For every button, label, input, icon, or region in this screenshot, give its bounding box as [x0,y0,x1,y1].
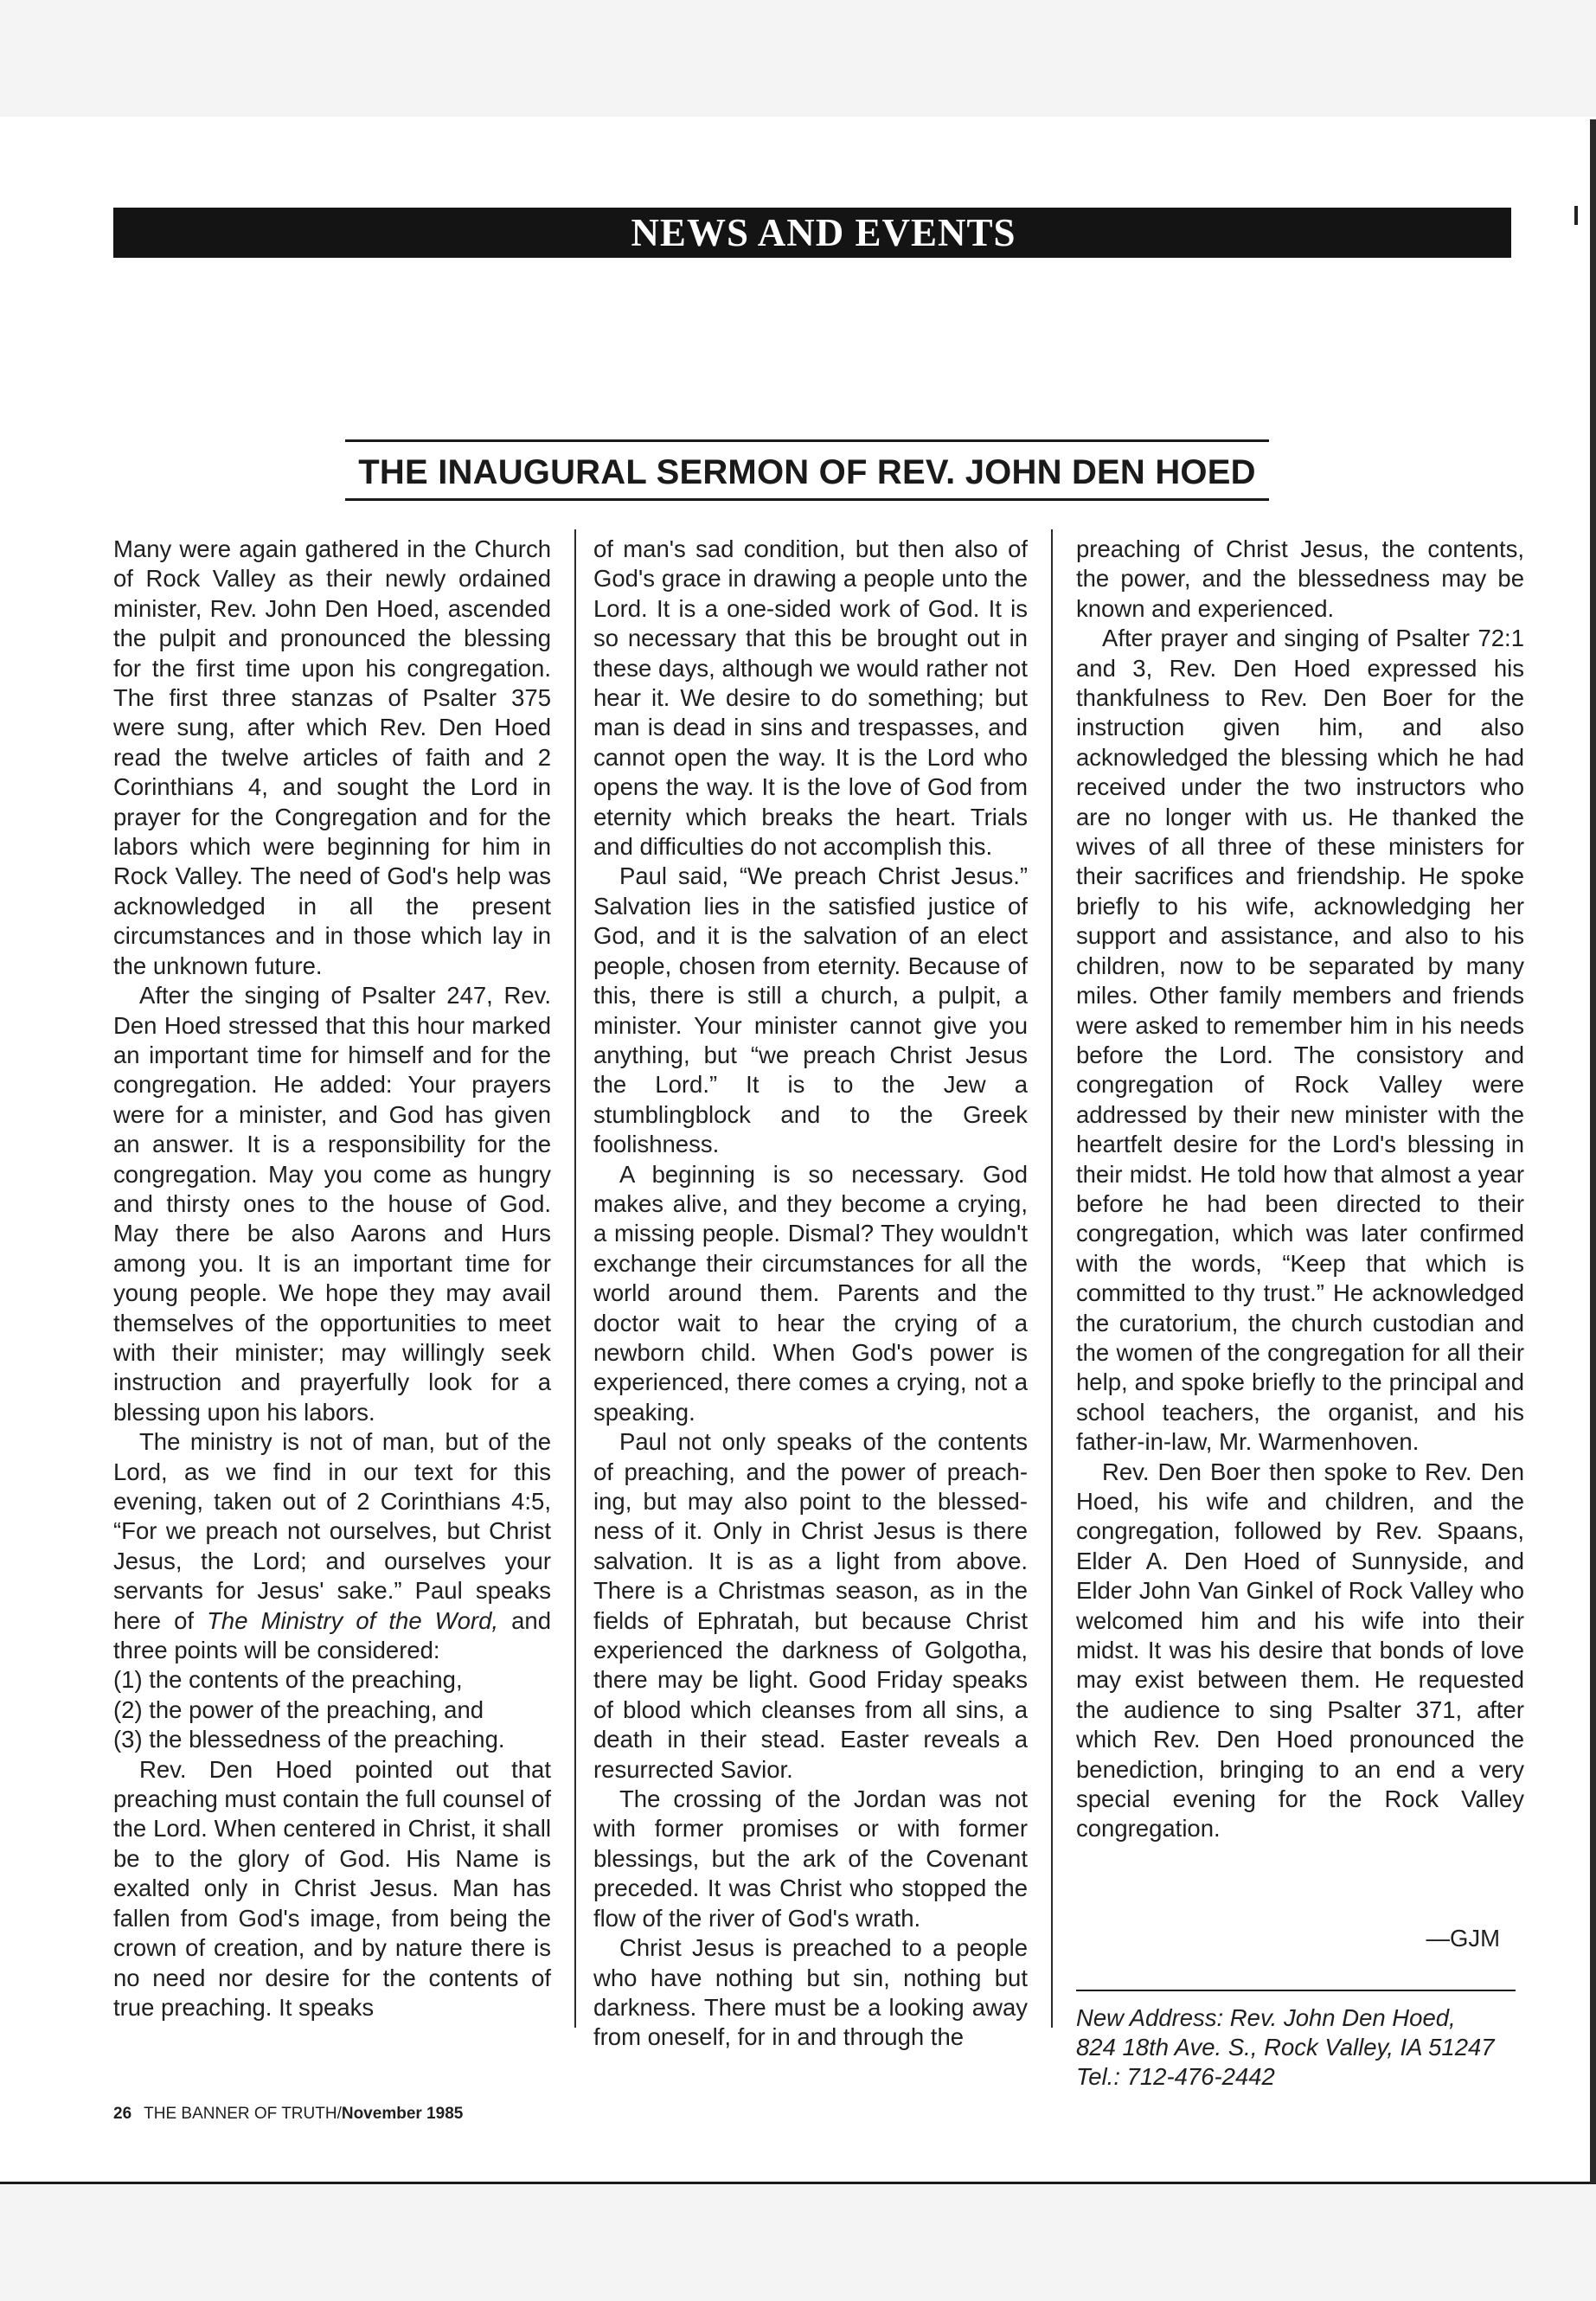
paragraph: Rev. Den Hoed pointed out that preaching must contain the full counsel of the Lord. When centered in Christ, it shall be to the glory of God. His Name is exalted only in Christ Jesus. Man has fallen from God's image, from being the crown of creation, and by nature there is no need nor desire for the contents of true preaching. It speaks [113,1755,551,2021]
sermon-point: (3) the blessedness of the preaching. [113,1726,505,1753]
author-signature: —GJM [1426,1925,1500,1952]
publication-name: THE BANNER OF TRUTH/ [144,2105,342,2123]
headline-rule-top [345,439,1269,442]
address-phone: Tel.: 712-476-2442 [1076,2063,1275,2090]
new-address-block [1076,2003,1535,2092]
sermon-point: (2) the power of the preaching, and [113,1695,484,1723]
edge-mark [1574,206,1578,225]
article-column-1 [113,535,551,2083]
address-line: 824 18th Ave. S., Rock Valley, IA 51247 [1076,2034,1495,2061]
paragraph: preaching of Christ Jesus, the contents, the power, and the blessedness may be known and experienced. [1076,535,1524,622]
paragraph: Rev. Den Boer then spoke to Rev. Den Hoed, his wife and children, and the congregation, followed by Rev. Spaans, Elder A. Den Hoed of Sunnyside, and Elder John Van Ginkel of Rock Valley who welcomed him and his wife into their midst. It was his desire that bonds of love may exist between them. He requested the audience to sing Psalter 371, after which Rev. Den Hoed pronounced the benediction, bringing to an end a very special evening for the Rock Valley congregation. [1076,1458,1524,1843]
headline-rule-bottom [345,498,1269,501]
paragraph: Christ Jesus is preached to a people who have nothing but sin, nothing but darkness. There must be a looking away from oneself, for in and through the [593,1934,1028,2051]
scan-top-margin [0,0,1596,117]
sermon-point: (1) the contents of the preaching, [113,1666,463,1694]
page-footer [113,2104,632,2125]
page-right-edge [1590,119,1596,2183]
section-banner [113,208,1511,258]
column-divider-2 [1051,529,1053,2028]
issue-date: November 1985 [341,2105,464,2123]
page-number: 26 [113,2105,132,2123]
paragraph-text: and three points will be considered: [113,1606,551,1664]
column-divider-1 [574,529,576,2028]
page-bottom-edge [0,2182,1596,2184]
scan-bottom-margin [0,2183,1596,2301]
paragraph-text: The ministry is not of man, but of the Lord, as we find in our text for this evening, taken out of 2 Corinthians 4:5, “For we preach not ourselves, but Christ Jesus, the Lord; and ourselves your servants for Jesus' sake.” Paul speaks here of [113,1428,551,1634]
paragraph: After the singing of Psalter 247, Rev. Den Hoed stressed that this hour marked an important time for himself and for the congregation. He added: Your prayers were for a minister, and God has given an answer. It is a responsibility for the congregation. May you come as hungry and thirsty ones to the house of God. May there be also Aarons and Hurs among you. It is an important time for young people. We hope they may avail themselves of the opportunities to meet with their minister; may willingly seek instruction and prayerfully look for a blessing upon his labors. [113,982,551,1426]
paragraph: Many were again gathered in the Church of Rock Valley as their newly ordained minister, Rev. John Den Hoed, ascended the pulpit and pronounced the blessing for the first time upon his congregation. The first three stanzas of Psalter 375 were sung, after which Rev. Den Hoed read the twelve articles of faith and 2 Corinthians 4, and sought the Lord in prayer for the Congregation and for the labors which were beginning for him in Rock Valley. The need of God's help was acknowledged in all the present circumstances and in those which lay in the unknown future. [113,535,551,979]
paragraph: of man's sad condition, but then also of God's grace in drawing a people unto the Lord. It is a one-sided work of God. It is so necessary that this be brought out in these days, although we would rather not hear it. We desire to do something; but man is dead in sins and trespasses, and cannot open the way. It is the Lord who opens the way. It is the love of God from eternity which breaks the heart. Trials and difficulties do not accomplish this. [593,535,1028,861]
article-headline: THE INAUGURAL SERMON OF REV. JOHN DEN HOED [358,453,1256,491]
book-title: The Ministry of the Word, [207,1606,499,1634]
paragraph: A beginning is so necessary. God makes alive, and they become a crying, a missing people. Dismal? They wouldn't exchange their circumstances for all the world around them. Parents and the doctor wait to hear the crying of a newborn child. When God's power is experienced, there comes a crying, not a speaking. [593,1160,1028,1426]
paragraph: Paul said, “We preach Christ Jesus.” Salvation lies in the satisfied justice of God, and it is the salvation of an elect people, chosen from eternity. Because of this, there is still a church, a pulpit, a minister. Your minister cannot give you anything, but “we preach Christ Jesus the Lord.” It is to the Jew a stumblingblock and to the Greek foolishness. [593,862,1028,1158]
paragraph: The crossing of the Jordan was not with former promises or with former blessings, but the ark of the Covenant preceded. It was Christ who stopped the flow of the river of God's wrath. [593,1785,1028,1932]
paragraph: After prayer and singing of Psalter 72:1 and 3, Rev. Den Hoed expressed his thankfulness to Rev. Den Boer for the instruction given him, and also acknowledged the blessing which he had received under the two instructors who are no longer with us. He thanked the wives of all three of these ministers for their sacrifices and friendship. He spoke briefly to his wife, acknowledging her support and assistance, and also to his children, now to be separated by many miles. Other family members and friends were asked to remember him in his needs before the Lord. The consistory and congregation of Rock Valley were addressed by their new minister with the heartfelt desire for the Lord's blessing in their midst. He told how that almost a year before he had been directed to their congregation, which was later confirmed with the words, “Keep that which is committed to thy trust.” He acknowledged the curatorium, the church custodian and the women of the congregation for all their help, and spoke briefly to the principal and school teachers, the organist, and his father-in-law, Mr. Warmenhoven. [1076,625,1524,1456]
paragraph: Paul not only speaks of the contents of preaching, and the power of preaching, but may also point to the blessedness of it. Only in Christ Jesus is there salvation. It is as a light from above. There is a Christmas season, as in the fields of Ephratah, but because Christ experienced the darkness of Golgotha, there may be light. Good Friday speaks of blood which cleanses from all sins, a death in their stead. Easter reveals a resurrected Savior. [593,1428,1028,1783]
article-column-2 [593,535,1028,2074]
address-line: New Address: Rev. John Den Hoed, [1076,2004,1456,2031]
paragraph [113,1427,551,1665]
section-title: NEWS AND EVENTS [631,211,1016,254]
article-column-3 [1076,535,1524,1843]
address-rule [1076,1990,1516,1991]
